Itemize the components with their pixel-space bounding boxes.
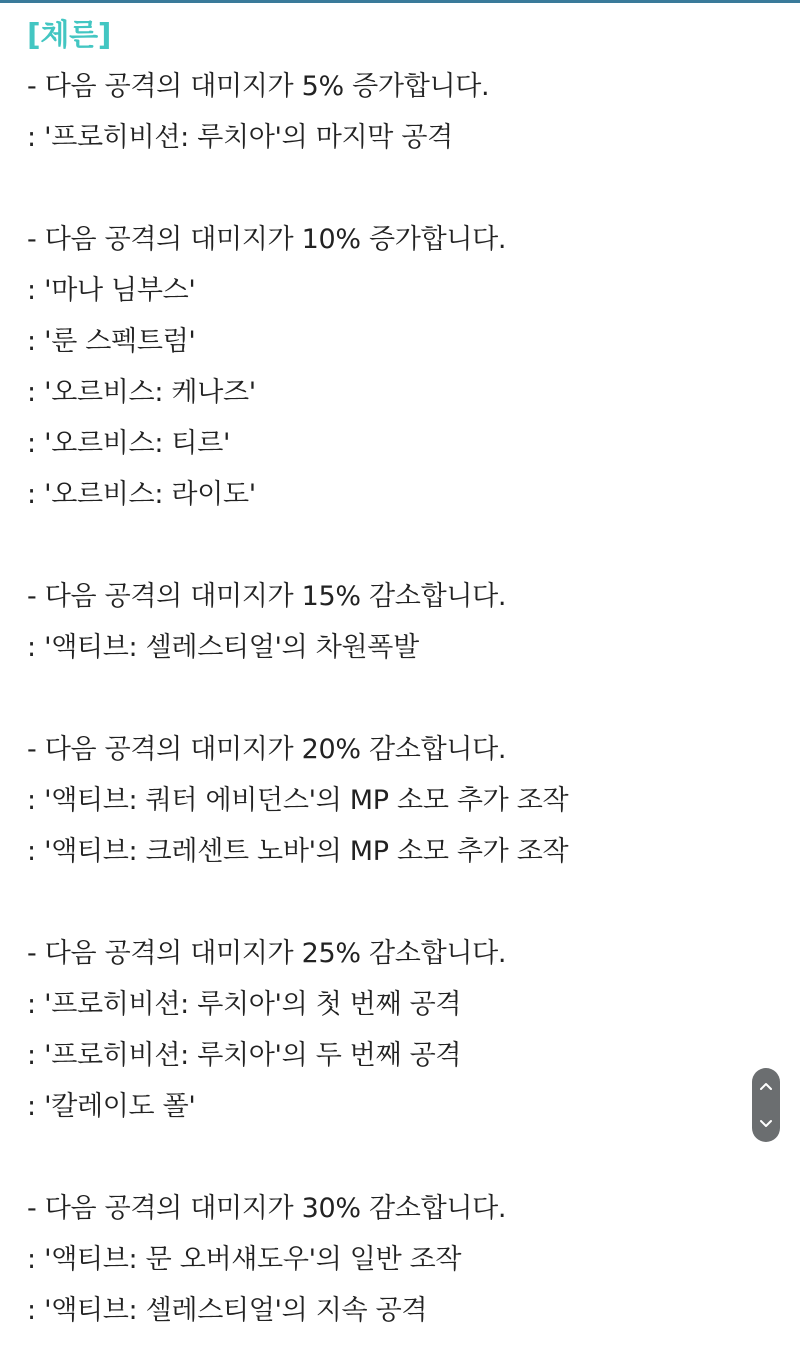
list-item: : '프로히비션: 루치아'의 두 번째 공격 xyxy=(27,1040,462,1071)
section-title: - 다음 공격의 대미지가 30% 감소합니다. xyxy=(27,1193,507,1224)
list-item: : '오르비스: 라이도' xyxy=(27,479,256,510)
scroll-down-button[interactable] xyxy=(756,1114,776,1134)
section-title: - 다음 공격의 대미지가 10% 증가합니다. xyxy=(27,224,507,255)
scroll-control[interactable] xyxy=(752,1068,780,1142)
list-item: : '프로히비션: 루치아'의 첫 번째 공격 xyxy=(27,989,462,1020)
section-heading: [체른] xyxy=(27,18,112,53)
list-item: : '액티브: 셀레스티얼'의 지속 공격 xyxy=(27,1295,428,1326)
article-content xyxy=(27,14,727,1340)
list-item: : '칼레이도 폴' xyxy=(27,1091,196,1122)
list-item: : '액티브: 쿼터 에비던스'의 MP 소모 추가 조작 xyxy=(27,785,569,816)
list-item: : '프로히비션: 루치아'의 마지막 공격 xyxy=(27,122,453,153)
chevron-up-icon xyxy=(759,1081,773,1091)
spacer xyxy=(27,1136,727,1187)
spacer xyxy=(27,881,727,932)
section-title: - 다음 공격의 대미지가 15% 감소합니다. xyxy=(27,581,507,612)
list-item: : '액티브: 크레센트 노바'의 MP 소모 추가 조작 xyxy=(27,836,569,867)
top-divider xyxy=(0,0,800,3)
list-item: : '액티브: 문 오버섀도우'의 일반 조작 xyxy=(27,1244,462,1275)
scroll-up-button[interactable] xyxy=(756,1076,776,1096)
spacer xyxy=(27,524,727,575)
list-item: : '오르비스: 케나즈' xyxy=(27,377,256,408)
spacer xyxy=(27,677,727,728)
section-title: - 다음 공격의 대미지가 5% 증가합니다. xyxy=(27,71,490,102)
section-title: - 다음 공격의 대미지가 20% 감소합니다. xyxy=(27,734,507,765)
list-item: : '오르비스: 티르' xyxy=(27,428,231,459)
spacer xyxy=(27,167,727,218)
section-title: - 다음 공격의 대미지가 25% 감소합니다. xyxy=(27,938,507,969)
list-item: : '마나 님부스' xyxy=(27,275,196,306)
chevron-down-icon xyxy=(759,1119,773,1129)
list-item: : '룬 스펙트럼' xyxy=(27,326,196,357)
list-item: : '액티브: 셀레스티얼'의 차원폭발 xyxy=(27,632,419,663)
